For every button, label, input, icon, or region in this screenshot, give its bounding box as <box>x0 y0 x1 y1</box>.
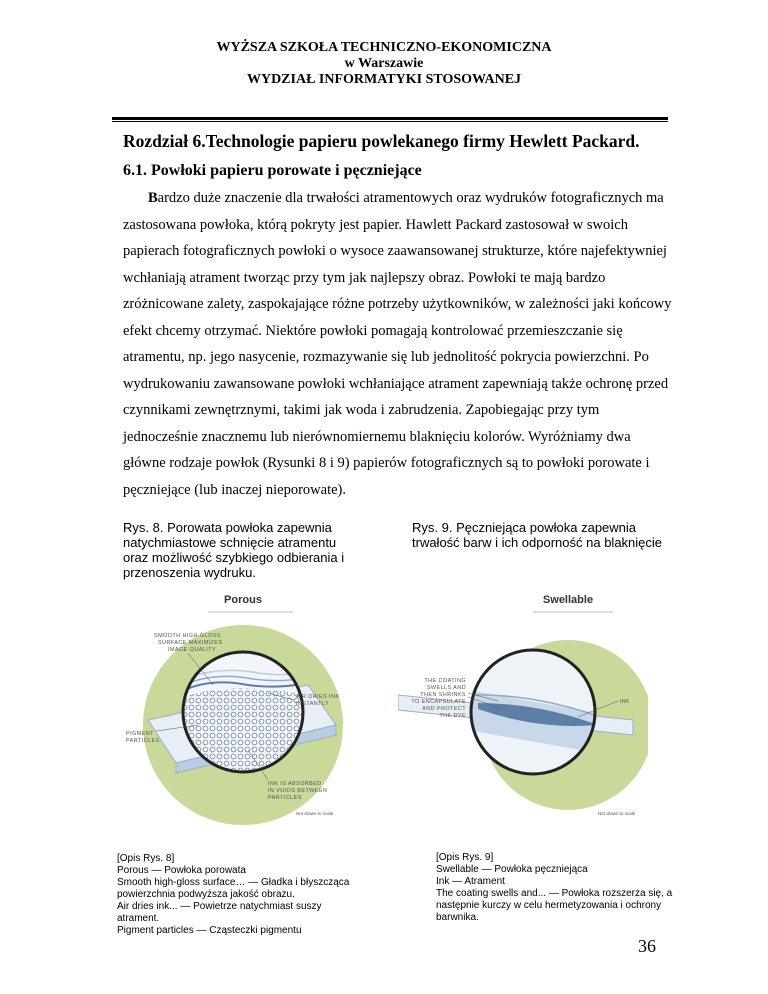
fig8-desc-line-5: Pigment particles — Cząsteczki pigmentu <box>117 925 302 936</box>
fig8-label-pigment-1: PIGMENT <box>126 731 154 737</box>
fig9-desc-line-4: The coating swells and... — Powłoka rozszerza się, a następnie kurczy w celu hermetyzowania i ochrony barwnika. <box>436 888 673 923</box>
fig9-swellable-diagram <box>398 585 648 835</box>
fig9-desc-line-3: Ink — Atrament <box>436 876 505 887</box>
fig8-label-smooth-3: IMAGE QUALITY <box>168 647 216 653</box>
fig8-caption: Rys. 8. Porowata powłoka zapewnia natychmiastowe schnięcie atramentu oraz możliwość szybkiego odbierania i przenoszenia wydruku. <box>123 520 345 580</box>
fig9-label-coating-3: THEN SHRINKS <box>420 692 466 698</box>
fig8-desc-line-2: Porous — Powłoka porowata <box>117 865 246 876</box>
body-paragraph <box>123 185 673 503</box>
section-title: 6.1. Powłoki papieru porowate i pęczniejące <box>123 162 422 179</box>
institution-header <box>0 40 768 88</box>
header-line-1: WYŻSZA SZKOŁA TECHNICZNO-EKONOMICZNA <box>216 40 552 55</box>
fig9-label-coating-5: AND PROTECT <box>422 706 466 712</box>
fig9-desc-line-2: Swellable — Powłoka pęczniejąca <box>436 864 588 875</box>
paragraph-text: ardzo duże znaczenie dla trwałości atramentowych oraz wydruków fotograficznych ma zastosowana powłoka, którą pokryty jest papier. Hawlett Packard zastosował w swoich papierach fotograficznych powłoki o wysoce zaawansowanej strukturze, które najefektywniej wchłaniają atrament tworząc przy tym jak najlepszy obraz. Powłoki te mają bardzo zróżnicowane zalety, zaspokajające różne potrzeby użytkowników, w zależności jaki końcowy efekt chcemy otrzymać. Niektóre powłoki pomagają kontrolować przemieszczanie się atramentu, np. jego nasycenie, rozmazywanie się lub jednolitość pokrycia powierzchni. Po wydrukowaniu zawansowane powłoki wchłaniające atrament zapewniają także ochronę przed czynnikami zewnętrznymi, takimi jak woda i zabrudzenia. Zapobiegając przy tym jednocześnie znacznemu lub nierównomiernemu blaknięciu kolorów. Wyróżniamy dwa główne rodzaje powłok (Rysunki 8 i 9) papierów fotograficznych są to powłoki porowate i pęczniejące (lub inaczej nieporowate). <box>123 190 672 498</box>
fig8-description <box>117 853 357 937</box>
chapter-title: Rozdział 6.Technologie papieru powlekanego firmy Hewlett Packard. <box>123 131 640 151</box>
header-line-2: w Warszawie <box>344 56 424 71</box>
fig9-label-coating-2: SWELLS AND <box>426 685 466 691</box>
fig8-label-smooth-1: SMOOTH HIGH-GLOSS <box>154 633 221 639</box>
page-number: 36 <box>638 936 656 956</box>
fig8-label-air-1: AIR DRIES INK <box>296 694 340 700</box>
fig8-not-to-scale: Not drawn to scale <box>296 811 334 816</box>
fig8-title: Porous <box>224 594 262 606</box>
fig8-desc-line-4: Air dries ink... — Powietrze natychmiast suszy atrament. <box>117 901 322 924</box>
fig9-label-coating-1: THE COATING <box>424 678 466 684</box>
header-divider-thick <box>112 117 668 120</box>
fig8-desc-line-1: [Opis Rys. 8] <box>117 853 175 864</box>
fig8-porous-diagram <box>118 585 368 835</box>
fig9-description <box>436 852 681 924</box>
fig9-label-ink: INK <box>620 699 630 705</box>
header-line-3: WYDZIAŁ INFORMATYKI STOSOWANEJ <box>246 72 522 87</box>
fig8-label-ink-3: PARTICLES <box>268 795 302 801</box>
fig9-not-to-scale: Not drawn to scale <box>598 811 636 816</box>
fig9-caption: Rys. 9. Pęczniejąca powłoka zapewnia trwałość barw i ich odporność na blaknięcie <box>412 520 663 550</box>
header-divider-thin <box>112 121 668 122</box>
fig9-title: Swellable <box>542 594 594 606</box>
fig9-label-coating-4: TO ENCAPSULATE <box>411 699 466 705</box>
fig8-label-air-2: INSTANTLY <box>296 701 330 707</box>
fig8-label-pigment-2: PARTICLES <box>126 738 160 744</box>
paragraph-initial: B <box>148 190 158 206</box>
fig8-label-ink-1: INK IS ABSORBED <box>268 781 322 787</box>
fig8-label-ink-2: IN VOIDS BETWEEN <box>268 788 328 794</box>
fig8-label-smooth-2: SURFACE MAXIMIZES <box>158 640 223 646</box>
fig9-label-coating-6: THE DYE <box>439 713 466 719</box>
fig9-desc-line-1: [Opis Rys. 9] <box>436 852 494 863</box>
fig8-desc-line-3: Smooth high-gloss surface… — Gładka i błyszcząca powierzchnia podwyższa jakość obrazu. <box>117 877 350 900</box>
